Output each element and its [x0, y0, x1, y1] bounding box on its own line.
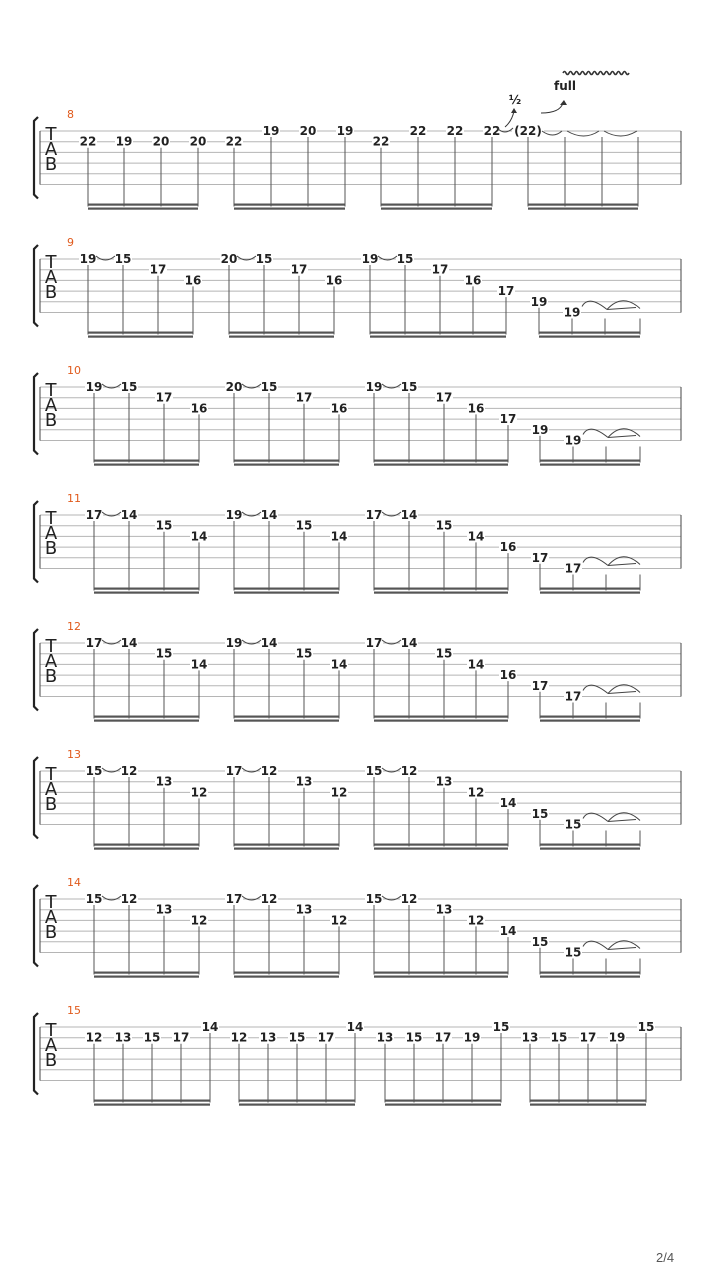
fret-number: 12: [120, 764, 138, 778]
beam-secondary: [234, 848, 339, 850]
fret-number: 14: [346, 1020, 364, 1034]
system-bracket: [34, 117, 38, 199]
fret-number: 20: [220, 252, 238, 266]
measure-number: 15: [67, 1004, 81, 1017]
fret-number: 19: [225, 508, 243, 522]
fret-number: 19: [79, 252, 97, 266]
fret-number: 13: [259, 1030, 277, 1045]
beam-primary: [540, 588, 640, 590]
fret-number: 17: [85, 636, 103, 650]
beam-secondary: [540, 464, 640, 466]
beam-primary: [540, 716, 640, 718]
fret-number: 20: [299, 124, 317, 138]
fret-number: 13: [376, 1030, 394, 1045]
system-bracket: [34, 245, 38, 327]
vibrato-line: [563, 72, 629, 75]
fret-number: 13: [114, 1030, 132, 1045]
fret-number: 22: [225, 134, 243, 149]
system-bracket: [34, 501, 38, 583]
fret-number: 17: [434, 1030, 452, 1045]
fret-number: 13: [295, 774, 313, 789]
tie-arc: [583, 557, 608, 565]
beam-secondary: [381, 208, 492, 210]
tab-clef-letter-t: T: [45, 508, 57, 529]
beam-secondary: [94, 592, 199, 594]
beam-primary: [385, 1100, 501, 1102]
beam-primary: [374, 460, 508, 462]
beam-secondary: [234, 208, 345, 210]
beam-secondary: [374, 592, 508, 594]
fret-number: 15: [155, 646, 173, 661]
fret-number: 12: [120, 892, 138, 906]
fret-number: 12: [400, 892, 418, 906]
fret-number: 17: [431, 262, 449, 277]
fret-number: 14: [120, 508, 138, 522]
beam-primary: [94, 1100, 210, 1102]
fret-number: 12: [467, 913, 485, 928]
fret-number: 13: [155, 774, 173, 789]
tab-clef-letter-b: B: [44, 666, 58, 687]
fret-number: 14: [260, 508, 278, 522]
fret-number: 14: [190, 529, 208, 544]
fret-number: 17: [317, 1030, 335, 1045]
fret-number: 19: [365, 380, 383, 394]
beam-secondary: [540, 848, 640, 850]
fret-number: 16: [499, 668, 517, 683]
beam-secondary: [385, 1104, 501, 1106]
fret-number: 15: [295, 518, 313, 533]
fret-number: 19: [115, 134, 133, 149]
fret-number: 17: [497, 284, 515, 299]
fret-number: 19: [531, 422, 549, 437]
beam-secondary: [94, 848, 199, 850]
full-bend-arrowhead: [560, 100, 567, 105]
tab-clef-letter-t: T: [45, 1020, 57, 1041]
fret-number: 17: [295, 390, 313, 405]
beam-secondary: [540, 720, 640, 722]
system-bracket: [34, 629, 38, 711]
system-bracket: [34, 757, 38, 839]
fret-number: 19: [361, 252, 379, 266]
tie-line: [608, 564, 636, 566]
tie-line: [608, 948, 636, 950]
beam-secondary: [239, 1104, 355, 1106]
fret-number: 20: [189, 134, 207, 149]
fret-number: 15: [295, 646, 313, 661]
fret-number: 12: [330, 913, 348, 928]
tab-clef-letter-a: A: [44, 267, 58, 288]
fret-number: 13: [435, 774, 453, 789]
fret-number: 15: [143, 1030, 161, 1045]
fret-number: 15: [85, 764, 103, 778]
beam-primary: [539, 332, 640, 334]
fret-number: 15: [637, 1020, 655, 1034]
page-number: 2/4: [656, 1250, 675, 1265]
tab-clef-letter-b: B: [44, 1050, 58, 1071]
beam-secondary: [229, 336, 334, 338]
fret-number: 15: [260, 380, 278, 394]
fret-number: 16: [499, 540, 517, 555]
beam-secondary: [528, 208, 638, 210]
tab-clef-letter-a: A: [44, 1035, 58, 1056]
fret-number: 22: [446, 124, 464, 138]
beam-primary: [234, 972, 339, 974]
fret-number: 14: [260, 636, 278, 650]
fret-number: 15: [365, 892, 383, 906]
beam-primary: [530, 1100, 646, 1102]
beam-primary: [234, 204, 345, 206]
tab-clef-letter-a: A: [44, 523, 58, 544]
beam-secondary: [370, 336, 506, 338]
beam-primary: [374, 588, 508, 590]
measure-number: 13: [67, 748, 81, 761]
tab-clef-letter-t: T: [45, 636, 57, 657]
beam-primary: [88, 332, 193, 334]
fret-number: 15: [396, 252, 414, 266]
fret-number: 14: [120, 636, 138, 650]
fret-number: 13: [435, 902, 453, 917]
fret-number: 15: [255, 252, 273, 266]
fret-number: 15: [85, 892, 103, 906]
beam-primary: [239, 1100, 355, 1102]
fret-number: 15: [492, 1020, 510, 1034]
fret-number: 16: [325, 273, 343, 288]
fret-number: 17: [365, 636, 383, 650]
fret-number: 19: [262, 124, 280, 138]
fret-number: 19: [225, 636, 243, 650]
fret-number: 17: [225, 892, 243, 906]
tab-clef-letter-a: A: [44, 651, 58, 672]
half-bend-arrowhead: [511, 108, 517, 113]
beam-primary: [94, 716, 199, 718]
fret-number: 20: [225, 380, 243, 394]
measure-number: 14: [67, 876, 81, 889]
beam-primary: [540, 844, 640, 846]
fret-number: 14: [400, 636, 418, 650]
tie-arc: [583, 941, 608, 949]
tab-clef-letter-b: B: [44, 154, 58, 175]
fret-number: 15: [120, 380, 138, 394]
measure-number: 8: [67, 108, 74, 121]
fret-number: 15: [114, 252, 132, 266]
beam-secondary: [94, 976, 199, 978]
fret-number: 14: [499, 924, 517, 939]
measure-number: 10: [67, 364, 81, 377]
beam-secondary: [530, 1104, 646, 1106]
fret-number: 17: [531, 678, 549, 693]
fret-number: 17: [225, 764, 243, 778]
fret-number: 12: [260, 892, 278, 906]
fret-number: 17: [155, 390, 173, 405]
fret-number: 14: [400, 508, 418, 522]
beam-secondary: [374, 848, 508, 850]
fret-number: 16: [464, 273, 482, 288]
fret-number: 22: [372, 134, 390, 149]
tie-arc: [542, 131, 562, 135]
fret-number: 17: [365, 508, 383, 522]
measure-number: 11: [67, 492, 81, 505]
system-bracket: [34, 1013, 38, 1095]
fret-number: 12: [190, 785, 208, 800]
fret-number: 19: [336, 124, 354, 138]
fret-number: 16: [330, 401, 348, 416]
tie-arc: [604, 131, 637, 136]
fret-number: 15: [405, 1030, 423, 1045]
fret-number: 13: [295, 902, 313, 917]
beam-primary: [234, 716, 339, 718]
beam-primary: [540, 460, 640, 462]
beam-secondary: [94, 1104, 210, 1106]
tie-arc: [583, 685, 608, 693]
fret-number: 20: [152, 134, 170, 149]
beam-primary: [374, 716, 508, 718]
fret-number: 16: [184, 273, 202, 288]
beam-primary: [370, 332, 506, 334]
beam-primary: [94, 844, 199, 846]
fret-number: 17: [564, 561, 582, 576]
fret-number: 17: [499, 412, 517, 427]
fret-number: 22: [483, 124, 501, 138]
fret-number: 15: [435, 518, 453, 533]
beam-primary: [234, 460, 339, 462]
tab-clef-letter-b: B: [44, 282, 58, 303]
fret-number: 17: [85, 508, 103, 522]
fret-number: 12: [230, 1030, 248, 1045]
fret-number: 12: [190, 913, 208, 928]
fret-number: 17: [435, 390, 453, 405]
tab-clef-letter-b: B: [44, 922, 58, 943]
fret-number: 16: [467, 401, 485, 416]
system-bracket: [34, 373, 38, 455]
fret-number: 15: [365, 764, 383, 778]
full-bend-label: full: [554, 79, 576, 93]
fret-number: 15: [550, 1030, 568, 1045]
tab-clef-letter-a: A: [44, 395, 58, 416]
tab-clef-letter-t: T: [45, 380, 57, 401]
fret-number: 14: [467, 529, 485, 544]
fret-number: 19: [564, 433, 582, 448]
fret-number: 17: [149, 262, 167, 277]
tie-line: [608, 692, 636, 694]
system-bracket: [34, 885, 38, 967]
beam-secondary: [374, 464, 508, 466]
fret-number: 12: [400, 764, 418, 778]
beam-secondary: [88, 208, 198, 210]
fret-number: 15: [435, 646, 453, 661]
fret-number: 17: [290, 262, 308, 277]
fret-number: 15: [564, 945, 582, 960]
beam-primary: [234, 844, 339, 846]
fret-number: 15: [564, 817, 582, 832]
fret-number: 13: [155, 902, 173, 917]
fret-number: 19: [563, 305, 581, 320]
tab-clef-letter-t: T: [45, 252, 57, 273]
fret-number: 12: [260, 764, 278, 778]
fret-number: 15: [400, 380, 418, 394]
beam-primary: [234, 588, 339, 590]
tie-arc: [582, 301, 607, 309]
fret-number: 12: [85, 1030, 103, 1045]
fret-number: 17: [579, 1030, 597, 1045]
full-bend-arrow: [541, 103, 563, 113]
beam-secondary: [94, 720, 199, 722]
fret-number: 14: [499, 796, 517, 811]
fret-number: 15: [531, 806, 549, 821]
beam-primary: [88, 204, 198, 206]
beam-primary: [94, 972, 199, 974]
fret-number: (22): [514, 124, 542, 138]
beam-primary: [528, 204, 638, 206]
beam-primary: [374, 844, 508, 846]
beam-secondary: [234, 464, 339, 466]
tab-clef-letter-a: A: [44, 779, 58, 800]
fret-number: 17: [531, 550, 549, 565]
tab-clef-letter-b: B: [44, 410, 58, 431]
tab-clef-letter-t: T: [45, 124, 57, 145]
measure-number: 9: [67, 236, 74, 249]
beam-secondary: [374, 720, 508, 722]
measure-number: 12: [67, 620, 81, 633]
tab-clef-letter-b: B: [44, 538, 58, 559]
fret-number: 16: [190, 401, 208, 416]
beam-secondary: [374, 976, 508, 978]
fret-number: 14: [201, 1020, 219, 1034]
beam-secondary: [234, 720, 339, 722]
fret-number: 17: [172, 1030, 190, 1045]
tab-clef-letter-t: T: [45, 892, 57, 913]
beam-secondary: [234, 976, 339, 978]
beam-secondary: [540, 976, 640, 978]
beam-primary: [374, 972, 508, 974]
fret-number: 14: [190, 657, 208, 672]
fret-number: 13: [521, 1030, 539, 1045]
tab-clef-letter-a: A: [44, 139, 58, 160]
fret-number: 19: [530, 294, 548, 309]
half-bend-label: ½: [508, 93, 522, 107]
tie-arc: [567, 131, 599, 136]
tab-clef-letter-a: A: [44, 907, 58, 928]
tie-line: [608, 820, 636, 822]
beam-primary: [381, 204, 492, 206]
fret-number: 22: [409, 124, 427, 138]
fret-number: 14: [330, 657, 348, 672]
fret-number: 12: [330, 785, 348, 800]
fret-number: 15: [288, 1030, 306, 1045]
beam-secondary: [540, 592, 640, 594]
beam-secondary: [88, 336, 193, 338]
fret-number: 19: [463, 1030, 481, 1045]
tie-line: [607, 308, 636, 310]
beam-primary: [540, 972, 640, 974]
fret-number: 15: [155, 518, 173, 533]
fret-number: 17: [564, 689, 582, 704]
beam-primary: [94, 460, 199, 462]
fret-number: 19: [608, 1030, 626, 1045]
beam-secondary: [234, 592, 339, 594]
beam-primary: [94, 588, 199, 590]
tab-clef-letter-t: T: [45, 764, 57, 785]
tab-clef-letter-b: B: [44, 794, 58, 815]
beam-secondary: [539, 336, 640, 338]
fret-number: 12: [467, 785, 485, 800]
tie-arc: [583, 813, 608, 821]
beam-primary: [229, 332, 334, 334]
beam-secondary: [94, 464, 199, 466]
fret-number: 15: [531, 934, 549, 949]
fret-number: 22: [79, 134, 97, 149]
fret-number: 14: [330, 529, 348, 544]
tie-arc: [583, 429, 608, 437]
tie-line: [608, 436, 636, 438]
fret-number: 14: [467, 657, 485, 672]
fret-number: 19: [85, 380, 103, 394]
